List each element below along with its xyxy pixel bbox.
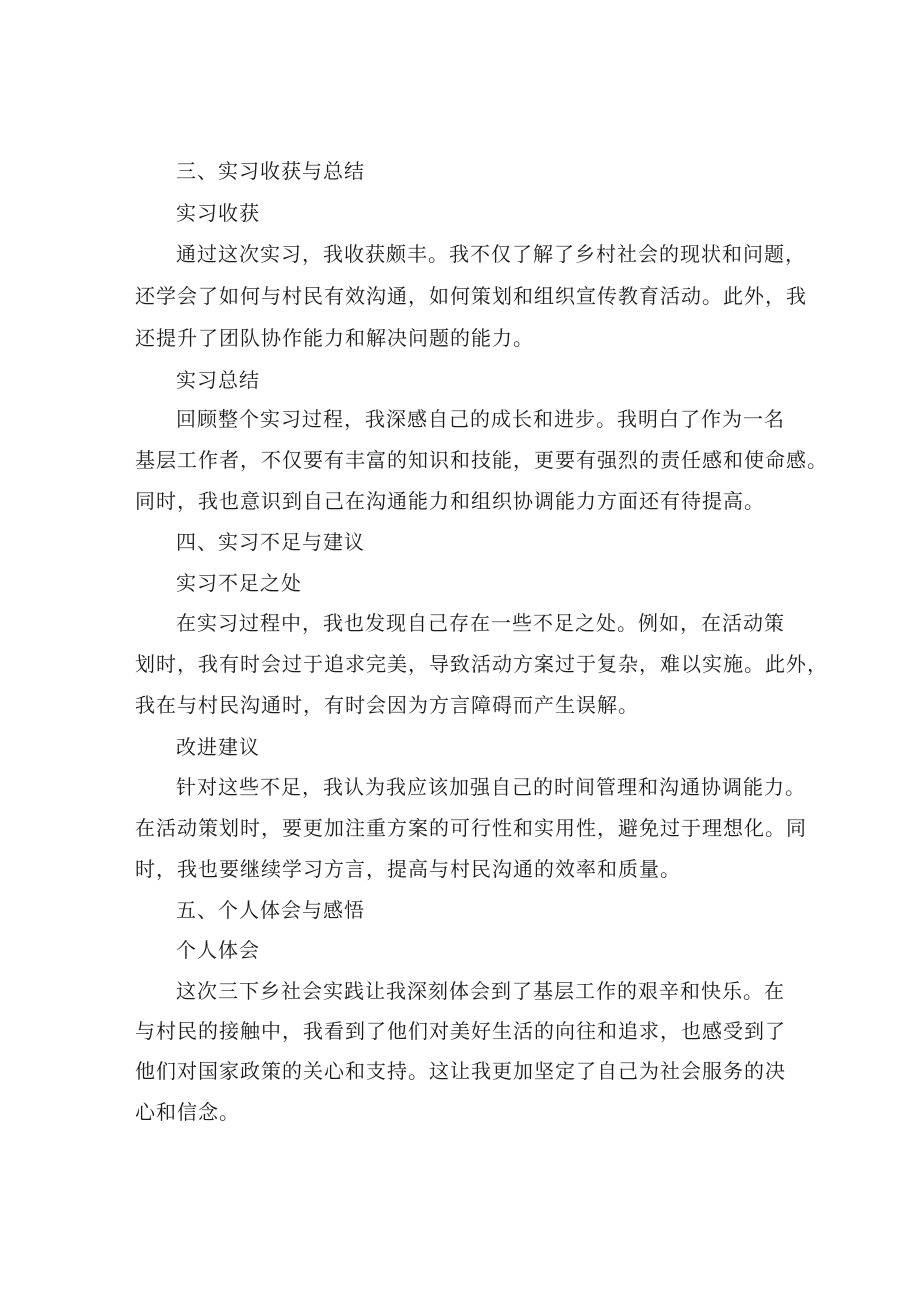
paragraph-line: 基层工作者，不仅要有丰富的知识和技能，更要有强烈的责任感和使命感。 (135, 448, 828, 472)
subsection-improvement-heading: 改进建议 (176, 735, 260, 759)
paragraph-line: 在活动策划时，要更加注重方案的可行性和实用性，避免过于理想化。同 (135, 816, 807, 840)
paragraph-line: 通过这次实习，我收获颇丰。我不仅了解了乡村社会的现状和问题， (176, 242, 806, 266)
paragraph-line: 我在与村民沟通时，有时会因为方言障碍而产生误解。 (135, 693, 639, 717)
paragraph-line: 划时，我有时会过于追求完美，导致活动方案过于复杂，难以实施。此外， (135, 652, 828, 676)
paragraph-line: 还提升了团队协作能力和解决问题的能力。 (135, 326, 534, 350)
paragraph-line: 与村民的接触中，我看到了他们对美好生活的向往和追求，也感受到了 (135, 1019, 786, 1043)
subsection-internship-summary-heading: 实习总结 (176, 368, 260, 392)
section-4-heading: 四、实习不足与建议 (176, 530, 365, 554)
section-5-heading: 五、个人体会与感悟 (176, 898, 365, 922)
paragraph-line: 这次三下乡社会实践让我深刻体会到了基层工作的艰辛和快乐。在 (176, 979, 785, 1003)
paragraph-line: 针对这些不足，我认为我应该加强自己的时间管理和沟通协调能力。 (176, 775, 806, 799)
paragraph-line: 他们对国家政策的关心和支持。这让我更加坚定了自己为社会服务的决 (135, 1059, 786, 1083)
paragraph-line: 还学会了如何与村民有效沟通，如何策划和组织宣传教育活动。此外，我 (135, 284, 807, 308)
section-3-heading: 三、实习收获与总结 (176, 159, 365, 183)
subsection-personal-experience-heading: 个人体会 (176, 938, 260, 962)
subsection-internship-gains-heading: 实习收获 (176, 201, 260, 225)
paragraph-line: 回顾整个实习过程，我深感自己的成长和进步。我明白了作为一名 (176, 407, 785, 431)
paragraph-line: 在实习过程中，我也发现自己存在一些不足之处。例如，在活动策 (176, 611, 785, 635)
paragraph-line: 心和信念。 (135, 1100, 240, 1124)
paragraph-line: 同时，我也意识到自己在沟通能力和组织协调能力方面还有待提高。 (135, 489, 765, 513)
subsection-shortcomings-heading: 实习不足之处 (176, 571, 302, 595)
paragraph-line: 时，我也要继续学习方言，提高与村民沟通的效率和质量。 (135, 857, 681, 881)
